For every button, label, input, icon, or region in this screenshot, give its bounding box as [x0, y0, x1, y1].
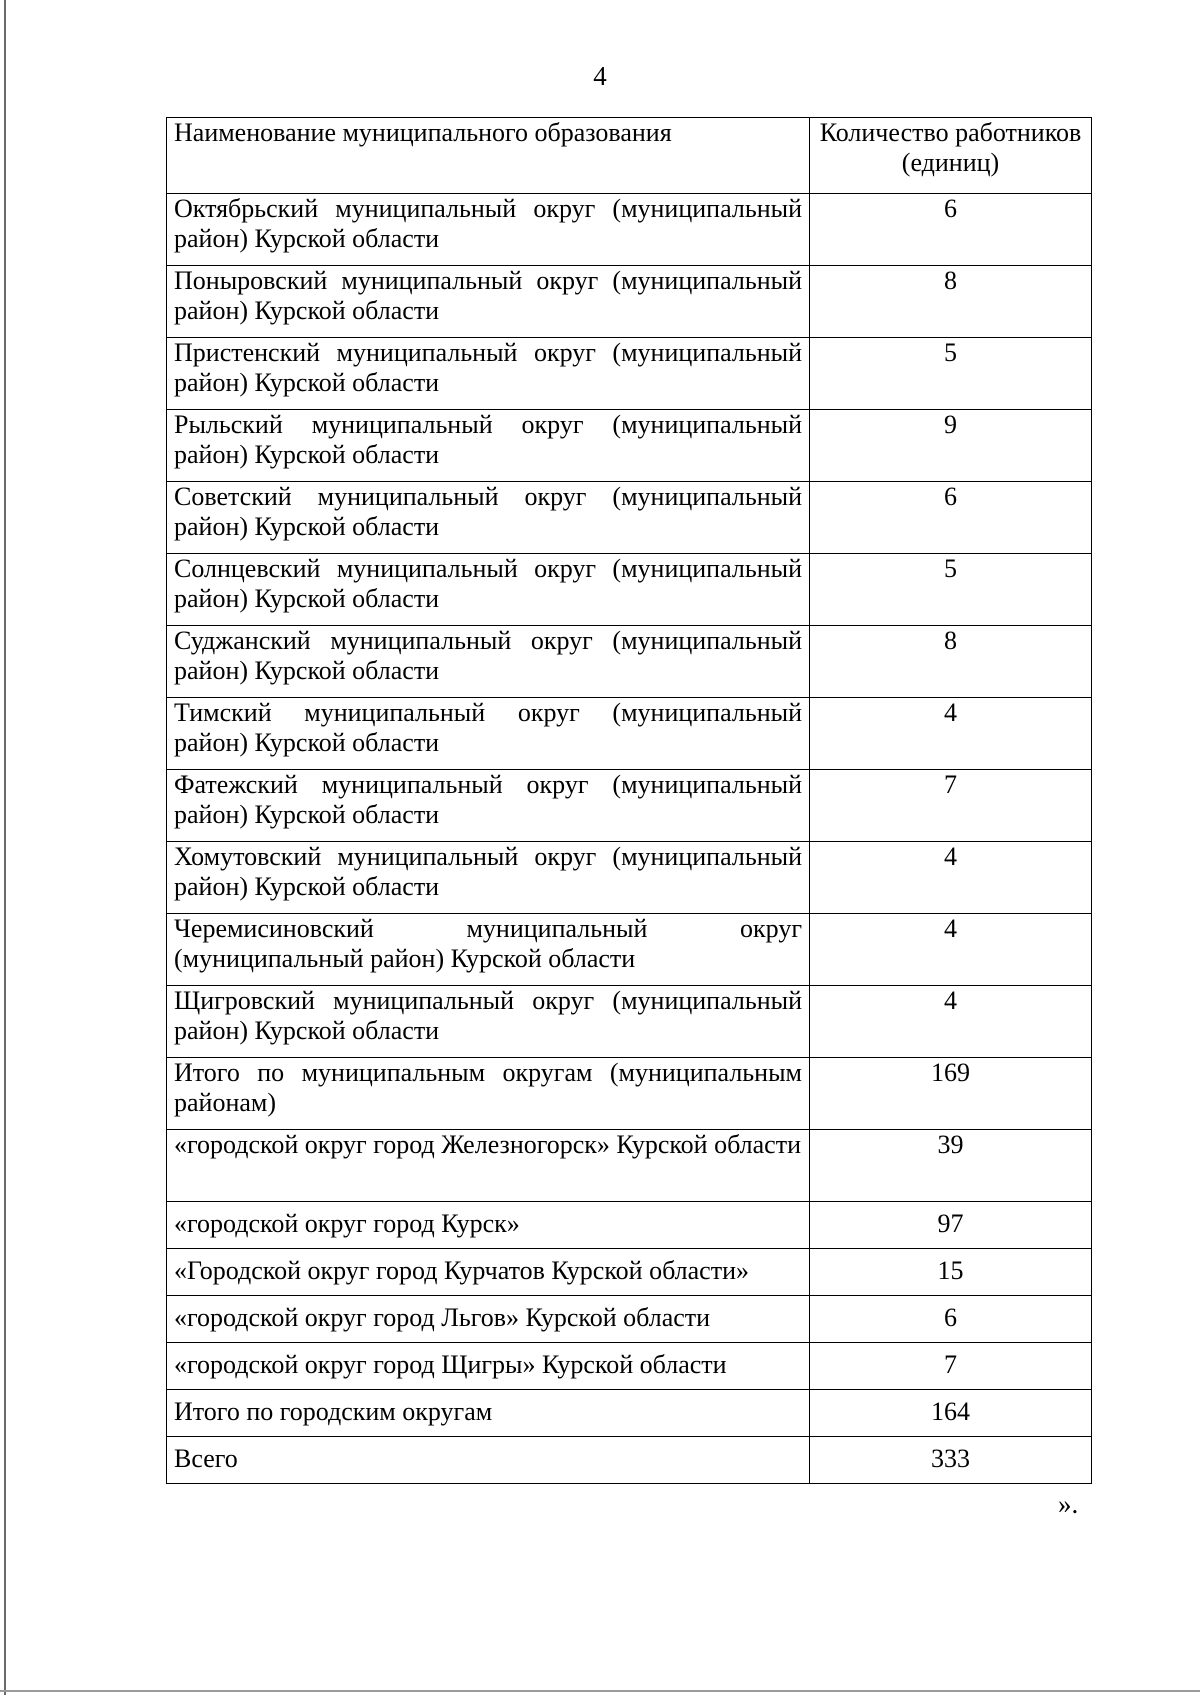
- row-count-cell: 7: [810, 770, 1092, 842]
- row-count-cell: 333: [810, 1437, 1092, 1484]
- row-name-cell: Рыльский муниципальный округ (муниципальный район) Курской области: [167, 410, 810, 482]
- row-count-cell: 5: [810, 554, 1092, 626]
- row-name-cell: Щигровский муниципальный округ (муниципальный район) Курской области: [167, 986, 810, 1058]
- row-name-cell: «Городской округ город Курчатов Курской области»: [167, 1249, 810, 1296]
- table-row: [167, 482, 1092, 554]
- row-count-cell: 4: [810, 842, 1092, 914]
- row-count-cell: 8: [810, 626, 1092, 698]
- row-count-cell: 169: [810, 1058, 1092, 1130]
- row-count-cell: 97: [810, 1202, 1092, 1249]
- table-row: [167, 986, 1092, 1058]
- row-count-cell: 39: [810, 1130, 1092, 1202]
- row-name-cell: Суджанский муниципальный округ (муниципальный район) Курской области: [167, 626, 810, 698]
- total-row: [167, 1437, 1092, 1484]
- row-name-cell: Октябрьский муниципальный округ (муниципальный район) Курской области: [167, 194, 810, 266]
- row-name-cell: Черемисиновский муниципальный округ (муниципальный район) Курской области: [167, 914, 810, 986]
- row-name-cell: Советский муниципальный округ (муниципальный район) Курской области: [167, 482, 810, 554]
- table-row: [167, 410, 1092, 482]
- table-row: [167, 914, 1092, 986]
- row-name-cell: «городской округ город Курск»: [167, 1202, 810, 1249]
- table-row: [167, 1130, 1092, 1202]
- subtotal-row: [167, 1058, 1092, 1130]
- row-name-cell: Итого по муниципальным округам (муниципальным районам): [167, 1058, 810, 1130]
- table-row: [167, 626, 1092, 698]
- closing-quote-mark: ».: [1058, 1489, 1079, 1519]
- row-name-cell: Пристенский муниципальный округ (муниципальный район) Курской области: [167, 338, 810, 410]
- table-row: [167, 1343, 1092, 1390]
- row-count-cell: 15: [810, 1249, 1092, 1296]
- row-name-cell: Хомутовский муниципальный округ (муниципальный район) Курской области: [167, 842, 810, 914]
- subtotal-row: [167, 1390, 1092, 1437]
- table-row: [167, 1296, 1092, 1343]
- header-name: Наименование муниципального образования: [167, 118, 810, 194]
- row-count-cell: 9: [810, 410, 1092, 482]
- row-name-cell: Всего: [167, 1437, 810, 1484]
- table-row: [167, 1249, 1092, 1296]
- table-row: [167, 842, 1092, 914]
- table-row: [167, 554, 1092, 626]
- row-count-cell: 164: [810, 1390, 1092, 1437]
- row-name-cell: Поныровский муниципальный округ (муниципальный район) Курской области: [167, 266, 810, 338]
- row-name-cell: «городской округ город Щигры» Курской области: [167, 1343, 810, 1390]
- row-name-cell: «городской округ город Железногорск» Курской области: [167, 1130, 810, 1202]
- scan-edge-left: [4, 0, 6, 1695]
- row-name-cell: Фатежский муниципальный округ (муниципальный район) Курской области: [167, 770, 810, 842]
- page-number: 4: [593, 61, 607, 91]
- scan-edge-bottom: [0, 1690, 1200, 1692]
- row-count-cell: 4: [810, 986, 1092, 1058]
- table-row: [167, 770, 1092, 842]
- table-row: [167, 266, 1092, 338]
- table-header-row: [167, 118, 1092, 194]
- row-count-cell: 4: [810, 914, 1092, 986]
- row-name-cell: Тимский муниципальный округ (муниципальный район) Курской области: [167, 698, 810, 770]
- header-count: Количество работников (единиц): [810, 118, 1092, 194]
- row-name-cell: Итого по городским округам: [167, 1390, 810, 1437]
- row-name-cell: Солнцевский муниципальный округ (муниципальный район) Курской области: [167, 554, 810, 626]
- table-row: [167, 1202, 1092, 1249]
- row-count-cell: 6: [810, 482, 1092, 554]
- row-count-cell: 5: [810, 338, 1092, 410]
- table-row: [167, 338, 1092, 410]
- row-count-cell: 7: [810, 1343, 1092, 1390]
- table-row: [167, 698, 1092, 770]
- row-count-cell: 4: [810, 698, 1092, 770]
- row-name-cell: «городской округ город Льгов» Курской области: [167, 1296, 810, 1343]
- table-row: [167, 194, 1092, 266]
- row-count-cell: 6: [810, 194, 1092, 266]
- data-table: [166, 117, 1092, 1484]
- row-count-cell: 8: [810, 266, 1092, 338]
- row-count-cell: 6: [810, 1296, 1092, 1343]
